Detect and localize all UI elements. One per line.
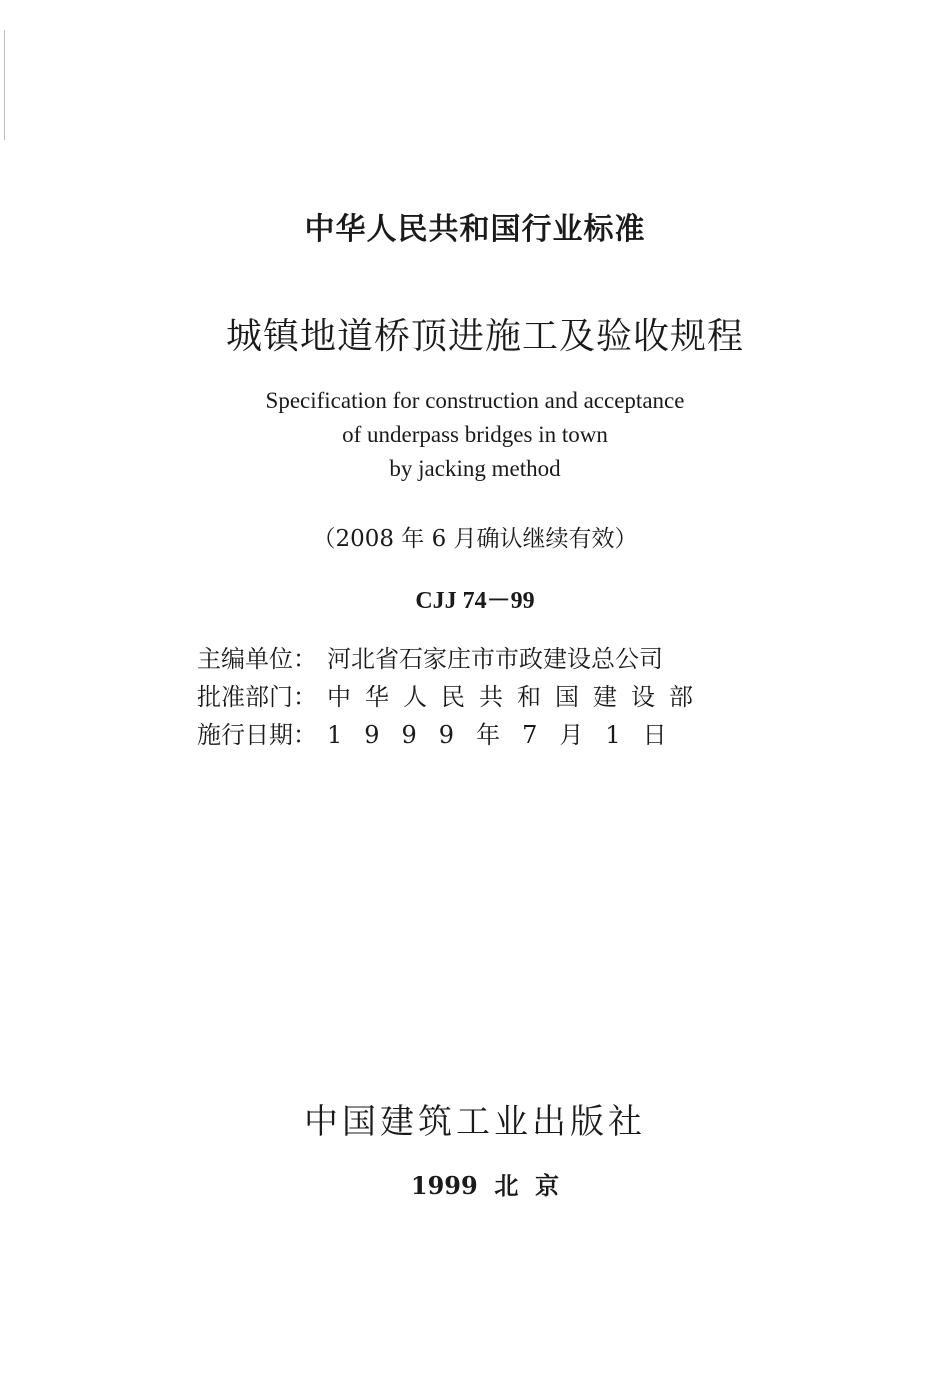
standard-type: 中华人民共和国行业标准: [304, 212, 646, 247]
title-english: [0, 384, 950, 486]
editor-label: 主编单位：: [197, 645, 317, 673]
approver-row: [197, 682, 707, 712]
approver-label: 批准部门：: [197, 683, 317, 711]
publisher: 中国建筑工业出版社: [304, 1102, 646, 1142]
publication-place: 1999 北 京: [410, 1171, 560, 1200]
effective-date-label: 施行日期：: [197, 721, 317, 749]
approver-value: 中华人民共和国建设部: [327, 683, 707, 711]
editor-value: 河北省石家庄市市政建设总公司: [327, 645, 663, 673]
editor-row: [197, 644, 663, 674]
title-english-line-2: of underpass bridges in town: [342, 422, 608, 447]
title-english-line-1: Specification for construction and acceptance: [265, 388, 685, 413]
title-chinese: 城镇地道桥顶进施工及验收规程: [225, 316, 744, 357]
standard-code: CJJ 74－99: [415, 588, 535, 614]
title-english-line-3: by jacking method: [389, 456, 561, 481]
effective-date-row: [197, 720, 689, 750]
scan-edge-line: [4, 30, 5, 140]
effective-date-value: 1999年7月1日: [327, 721, 689, 749]
reconfirmation-note: （2008 年 6 月确认继续有效）: [312, 526, 638, 552]
